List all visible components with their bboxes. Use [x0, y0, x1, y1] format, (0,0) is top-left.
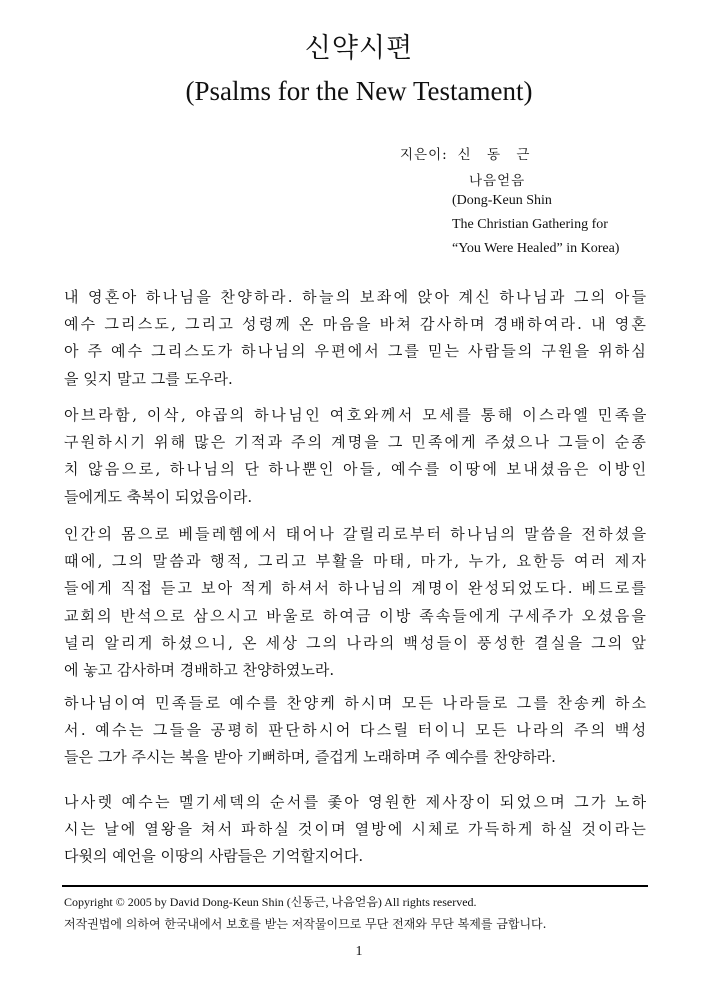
text-line: 다윗의 예언을 이땅의 사람들은 기억할지어다. — [64, 847, 364, 866]
paragraph-1 — [64, 284, 649, 393]
text-line: 아브라함, 이삭, 야곱의 하나님인 여호와께서 모세를 통해 이스라엘 민족을 — [64, 406, 649, 424]
text-line: 들에게 직접 듣고 보아 적게 하셔서 하나님의 계명이 완성되었도다. 베드로를 — [64, 579, 648, 598]
author-en-line-1: (Dong-Keun Shin — [452, 193, 552, 208]
text-line: 널리 알리게 하셨으니, 온 세상 그의 나라의 백성들이 풍성한 결실을 그의 앞 — [64, 633, 649, 652]
author-en-line-3: “You Were Healed” in Korea) — [452, 241, 620, 256]
text-line: 에 놓고 감사하며 경배하고 찬양하였노라. — [64, 661, 335, 680]
paragraph-4 — [64, 690, 649, 772]
paragraph-3 — [64, 521, 649, 684]
text-line: 하나님이여 민족들로 예수를 찬양케 하시며 모든 나라들로 그를 찬송케 하소 — [64, 694, 649, 712]
text-line: 아 주 예수 그리스도가 하나님의 우편에서 그를 믿는 사람들의 구원을 위하심 — [64, 342, 648, 361]
text-line: 시는 날에 열왕을 쳐서 파하실 것이며 열방에 시체로 가득하게 하실 것이라는 — [64, 820, 648, 839]
text-line: 인간의 몸으로 베들레헴에서 태어나 갈릴리로부터 하나님의 말씀을 전하셨을 — [64, 525, 649, 543]
text-line: 들은 그가 주시는 복을 받아 기뻐하며, 즐겁게 노래하며 주 예수를 찬양하라. — [64, 748, 556, 767]
author-name: 신 동 근 — [457, 147, 536, 163]
copyright-notice: 저작권법에 의하여 한국내에서 보호를 받는 저작물이므로 무단 전재와 무단 복제를 금합니다. — [64, 917, 547, 931]
author-en-line-2: The Christian Gathering for — [452, 217, 608, 232]
author-title-ko: 나음얻음 — [469, 173, 526, 189]
paragraph-5 — [64, 789, 649, 871]
text-line: 교회의 반석으로 삼으시고 바울로 하여금 이방 족속들에게 구세주가 오셨음을 — [64, 606, 648, 625]
page-number: 1 — [355, 944, 363, 959]
text-line: 서. 예수는 그들을 공평히 판단하시어 다스릴 터이니 모든 나라의 주의 백성 — [64, 721, 649, 740]
text-line: 내 영혼아 하나님을 찬양하라. 하늘의 보좌에 앉아 계신 하나님과 그의 아들 — [64, 288, 649, 306]
text-line: 구원하시기 위해 많은 기적과 주의 계명을 그 민족에게 주셨으나 그들이 순종 — [64, 433, 648, 452]
text-line: 때에, 그의 말씀과 행적, 그리고 부활을 마태, 마가, 누가, 요한등 여러 제자 — [64, 552, 649, 571]
author-line — [400, 143, 535, 163]
text-line: 예수 그리스도, 그리고 성령께 온 마음을 바쳐 감사하며 경배하여라. 내 영혼 — [64, 315, 649, 334]
paragraph-2 — [64, 402, 649, 511]
author-label: 지은이: — [400, 147, 448, 163]
copyright-line: Copyright © 2005 by David Dong-Keun Shin (신동근, 나음얻음) All rights reserved. — [64, 895, 477, 909]
text-line: 치 않음으로, 하나님의 단 하나뿐인 아들, 예수를 이땅에 보내셨음은 이방인 — [64, 460, 649, 479]
page-title: 신약시편 — [304, 33, 414, 64]
text-line: 나사렛 예수는 멜기세덱의 순서를 좇아 영원한 제사장이 되었으며 그가 노하 — [64, 793, 649, 811]
text-line: 을 잊지 말고 그를 도우라. — [64, 369, 233, 388]
page-subtitle: (Psalms for the New Testament) — [185, 76, 533, 106]
footer-divider — [62, 885, 648, 887]
text-line: 들에게도 축복이 되었음이라. — [64, 487, 253, 506]
